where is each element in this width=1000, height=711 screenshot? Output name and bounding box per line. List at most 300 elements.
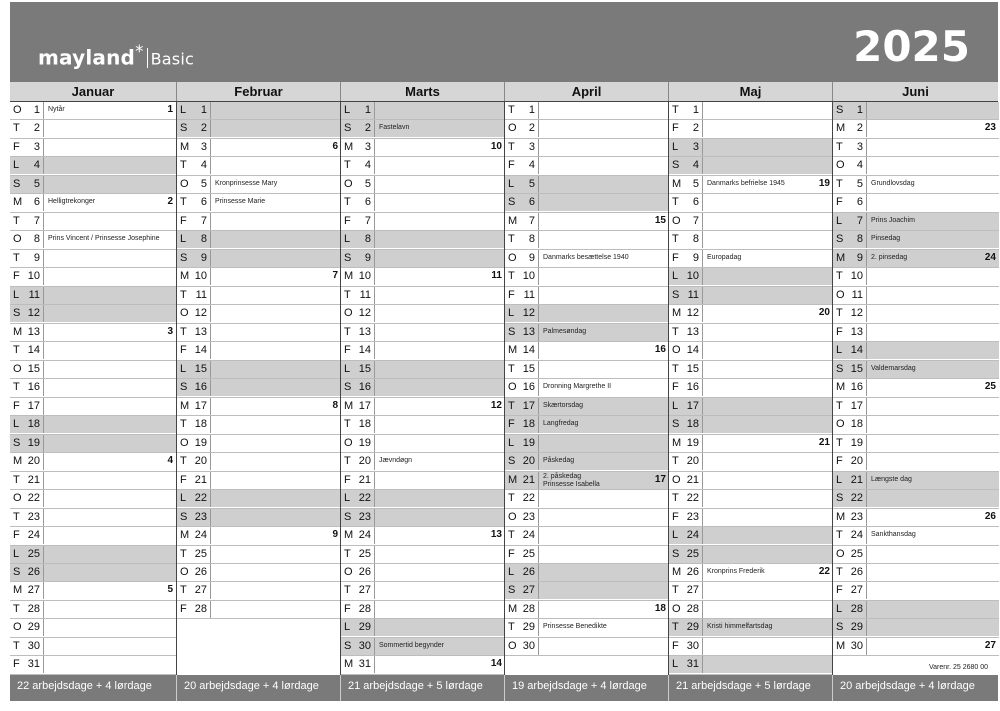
day-notes-area [44,361,176,378]
weekday-letter: T [836,566,843,578]
weekday-letter: L [836,344,843,357]
day-notes-area [211,139,341,156]
weekday-letter: F [508,418,515,431]
weekday-letter: L [508,177,515,190]
day-label [833,324,867,341]
day-row [341,102,505,120]
day-number: 10 [194,270,207,283]
day-row [177,120,341,138]
day-row [10,546,176,564]
day-row [669,176,833,194]
week-number: 15 [654,214,666,226]
day-row [10,287,176,305]
day-row [833,527,999,545]
day-row [505,619,669,637]
day-number: 27 [850,584,863,597]
weekday-letter: M [180,399,190,412]
day-number: 2 [200,122,207,135]
day-label [669,176,703,193]
day-label [10,213,44,230]
weekday-letter: F [13,270,20,283]
day-number: 5 [528,177,535,190]
weekday-letter: O [836,159,845,172]
day-number: 26 [358,566,371,578]
day-number: 1 [528,104,535,116]
day-notes-area [211,416,341,433]
weekday-letter: T [508,233,515,246]
weekday-letter: M [672,566,682,578]
week-number: 14 [490,658,502,670]
day-number: 26 [522,566,535,578]
day-row [669,379,833,397]
day-label [833,619,867,636]
day-number: 10 [850,270,863,283]
day-number: 13 [522,325,535,338]
weekday-letter: S [508,325,516,338]
day-event [543,473,600,489]
day-label [177,139,211,156]
day-label [833,379,867,396]
day-label [833,453,867,470]
weekday-letter: T [344,159,351,172]
day-notes-area [703,416,833,433]
day-number: 12 [850,307,863,320]
day-row [10,564,176,582]
day-row [669,564,833,582]
day-event: Prins Joachim [871,216,915,224]
day-notes-area [375,213,505,230]
day-number: 1 [364,104,371,116]
day-notes-area [211,453,341,470]
day-row [341,120,505,138]
weekday-letter: O [836,547,845,560]
day-number: 10 [686,270,699,283]
day-event: Længste dag [871,475,912,483]
weekday-letter: T [836,399,843,412]
day-label [833,139,867,156]
day-label [341,582,375,599]
month-footer: 21 arbejdsdage + 5 lørdage [668,675,832,701]
day-label [10,398,44,415]
weekday-letter: S [508,584,516,597]
weekday-letter: S [180,251,188,264]
day-event: Danmarks besættelse 1940 [543,253,629,261]
day-notes-area [44,342,176,359]
day-label [669,250,703,267]
day-notes-area [44,527,176,544]
day-number: 23 [686,510,699,523]
week-number: 18 [654,602,666,614]
day-notes-area [539,509,669,526]
weekday-letter: T [180,159,187,172]
day-row [505,490,669,508]
weekday-letter: T [836,307,843,320]
day-number: 18 [522,418,535,431]
day-label [177,324,211,341]
weekday-letter: S [836,621,844,634]
day-number: 29 [522,621,535,634]
weekday-letter: O [672,602,681,615]
weekday-letter: O [836,418,845,431]
day-row [669,139,833,157]
day-number: 18 [686,418,699,431]
day-label [505,564,539,581]
day-row [177,379,341,397]
weekday-letter: S [344,251,352,264]
weekday-letter: T [13,639,20,652]
day-row [833,638,999,656]
day-number: 8 [856,233,863,246]
day-row [669,509,833,527]
day-row [505,638,669,656]
week-number: 25 [984,381,996,393]
week-number: 2 [167,196,173,208]
weekday-letter: M [836,251,846,264]
day-notes-area [703,231,833,248]
weekday-letter: L [180,233,187,246]
weekday-letter: T [836,436,843,449]
weekday-letter: M [672,436,682,449]
day-row [177,582,341,600]
week-number: 26 [984,510,996,522]
day-notes-area [211,546,341,563]
weekday-letter: O [508,122,517,135]
weekday-letter: L [672,270,679,283]
day-label [505,619,539,636]
day-number: 14 [522,344,535,357]
day-row [10,416,176,434]
day-notes-area [703,102,833,119]
day-row [177,268,341,286]
day-row [177,601,341,619]
day-label [505,379,539,396]
weekday-letter: T [344,584,351,597]
day-number: 3 [364,140,371,153]
day-notes-area [539,120,669,137]
weekday-letter: T [508,621,515,634]
day-label [669,453,703,470]
day-number: 4 [200,159,207,172]
day-label [341,453,375,470]
day-row [10,102,176,120]
day-number: 22 [358,492,371,505]
weekday-letter: O [672,344,681,357]
day-number: 29 [850,621,863,634]
day-row [833,268,999,286]
weekday-letter: S [672,159,680,172]
day-row [669,582,833,600]
day-label [10,490,44,507]
weekday-letter: M [344,529,354,542]
day-number: 20 [850,455,863,468]
day-label [177,490,211,507]
day-label [341,305,375,322]
day-number: 23 [522,510,535,523]
day-label [10,139,44,156]
weekday-letter: S [180,381,188,394]
day-notes-area [539,324,669,341]
day-row [10,619,176,637]
day-label [341,379,375,396]
week-number: 8 [332,399,338,411]
day-label [341,435,375,452]
day-notes-area [211,398,341,415]
day-notes-area [211,157,341,174]
day-number: 22 [27,492,40,505]
day-notes-area [867,619,999,636]
day-notes-area [375,287,505,304]
day-row [669,453,833,471]
day-notes-area [44,176,176,193]
day-row [505,527,669,545]
day-label [833,527,867,544]
weekday-letter: L [13,159,20,172]
day-row [177,361,341,379]
day-label [505,490,539,507]
day-number: 20 [358,455,371,468]
weekday-letter: M [180,140,190,153]
weekday-letter: T [13,214,20,227]
day-number: 9 [200,251,207,264]
weekday-letter: O [344,177,353,190]
weekday-letter: F [508,288,515,301]
day-row [505,120,669,138]
day-row [833,231,999,249]
day-label [505,453,539,470]
day-number: 6 [528,196,535,209]
day-label [669,509,703,526]
weekday-letter: S [13,177,21,190]
day-notes-area [44,601,176,618]
day-notes-area [539,139,669,156]
day-row [10,194,176,212]
day-notes-area [703,472,833,489]
event-line-2: Prinsesse Isabella [543,480,600,488]
day-label [10,102,44,119]
day-row [10,379,176,397]
weekday-letter: T [180,455,187,468]
day-notes-area [539,416,669,433]
day-notes-area [44,453,176,470]
day-notes-area [44,102,176,119]
day-number: 20 [27,455,40,468]
weekday-letter: L [13,288,20,301]
weekday-letter: M [508,473,518,486]
day-label [10,509,44,526]
weekday-letter: T [180,325,187,338]
weekday-letter: F [180,344,187,357]
day-label [505,527,539,544]
weekday-letter: S [13,307,21,320]
weekday-letter: M [344,270,354,283]
day-notes-area [44,472,176,489]
day-number: 11 [359,288,371,301]
weekday-letter: F [508,547,515,560]
day-label [833,120,867,137]
weekday-letter: L [13,547,20,560]
day-notes-area [375,176,505,193]
day-notes-area [375,509,505,526]
day-row [10,472,176,490]
day-row [341,601,505,619]
day-notes-area [539,564,669,581]
day-notes-area [375,361,505,378]
day-event: Nytår [48,106,65,113]
day-row [505,213,669,231]
day-label [341,176,375,193]
weekday-letter: O [13,104,22,116]
day-row [341,638,505,656]
day-notes-area [703,342,833,359]
weekday-letter: L [180,362,187,375]
day-number: 29 [27,621,40,634]
day-notes-area [539,176,669,193]
day-row [505,361,669,379]
weekday-letter: S [836,233,844,246]
weekday-letter: F [672,381,679,394]
day-row [833,398,999,416]
day-number: 4 [33,159,40,172]
day-row [10,213,176,231]
day-number: 15 [686,362,699,375]
day-row [505,102,669,120]
day-row [341,472,505,490]
day-number: 13 [194,325,207,338]
weekday-letter: L [672,140,679,153]
day-row [10,601,176,619]
day-number: 9 [528,251,535,264]
day-notes-area [703,324,833,341]
day-row [833,601,999,619]
day-notes-area [867,231,999,248]
day-label [833,194,867,211]
day-notes-area [539,398,669,415]
day-number: 25 [358,547,371,560]
day-notes-area [703,287,833,304]
day-notes-area [703,139,833,156]
day-label [177,305,211,322]
day-label [341,416,375,433]
day-row [669,472,833,490]
day-notes-area [703,435,833,452]
day-notes-area [375,582,505,599]
week-number: 1 [167,104,173,115]
weekday-letter: T [180,418,187,431]
day-row [341,287,505,305]
day-notes-area [867,416,999,433]
day-number: 3 [856,140,863,153]
day-label [669,194,703,211]
day-notes-area [703,213,833,230]
day-label [341,490,375,507]
day-label [833,231,867,248]
weekday-letter: L [344,104,351,116]
day-label [10,268,44,285]
day-row [505,176,669,194]
day-row [669,361,833,379]
day-row [833,509,999,527]
day-row [669,194,833,212]
day-number: 1 [692,104,699,116]
day-label [669,564,703,581]
day-number: 23 [850,510,863,523]
day-notes-area [375,546,505,563]
day-event: Prins Vincent / Prinsesse Josephine [48,235,160,243]
day-notes-area [211,361,341,378]
day-row [341,231,505,249]
day-number: 12 [194,307,207,320]
weekday-letter: L [180,104,187,116]
day-notes-area [375,268,505,285]
day-row [177,324,341,342]
day-number: 3 [528,140,535,153]
day-row [341,157,505,175]
day-event: Danmarks befrielse 1945 [707,179,785,187]
day-label [10,453,44,470]
day-row [669,398,833,416]
day-label [505,546,539,563]
weekday-letter: T [13,381,20,394]
day-event: Jævndøgn [379,457,413,465]
weekday-letter: M [180,529,190,542]
day-notes-area [867,546,999,563]
day-row [505,509,669,527]
day-number: 27 [686,584,699,597]
day-number: 19 [522,436,535,449]
day-number: 17 [522,399,535,412]
week-number: 13 [490,529,502,541]
day-number: 28 [358,602,371,615]
day-notes-area [211,564,341,581]
day-label [177,453,211,470]
day-notes-area [703,453,833,470]
day-number: 7 [528,214,535,227]
day-notes-area [44,120,176,137]
weekday-letter: L [836,214,843,227]
weekday-letter: M [344,399,354,412]
weekday-letter: T [508,362,515,375]
day-number: 19 [358,436,371,449]
day-label [505,582,539,599]
day-number: 24 [522,529,535,542]
day-label [833,435,867,452]
day-notes-area [539,157,669,174]
day-number: 19 [686,436,699,449]
day-number: 6 [33,196,40,209]
day-notes-area [44,305,176,322]
day-row [833,564,999,582]
weekday-letter: M [13,325,23,338]
day-number: 25 [194,547,207,560]
weekday-letter: F [344,344,351,357]
day-row [669,324,833,342]
day-number: 12 [686,307,699,320]
day-number: 11 [523,288,535,301]
day-row [341,619,505,637]
month-footer: 20 arbejdsdage + 4 lørdage [832,675,998,701]
day-notes-area [867,582,999,599]
day-number: 26 [194,566,207,578]
day-notes-area [375,342,505,359]
day-label [833,582,867,599]
day-row [833,619,999,637]
weekday-letter: F [672,639,679,652]
day-notes-area [867,638,999,655]
day-row [177,231,341,249]
day-notes-area [703,619,833,636]
day-label [10,619,44,636]
day-number: 25 [522,547,535,560]
